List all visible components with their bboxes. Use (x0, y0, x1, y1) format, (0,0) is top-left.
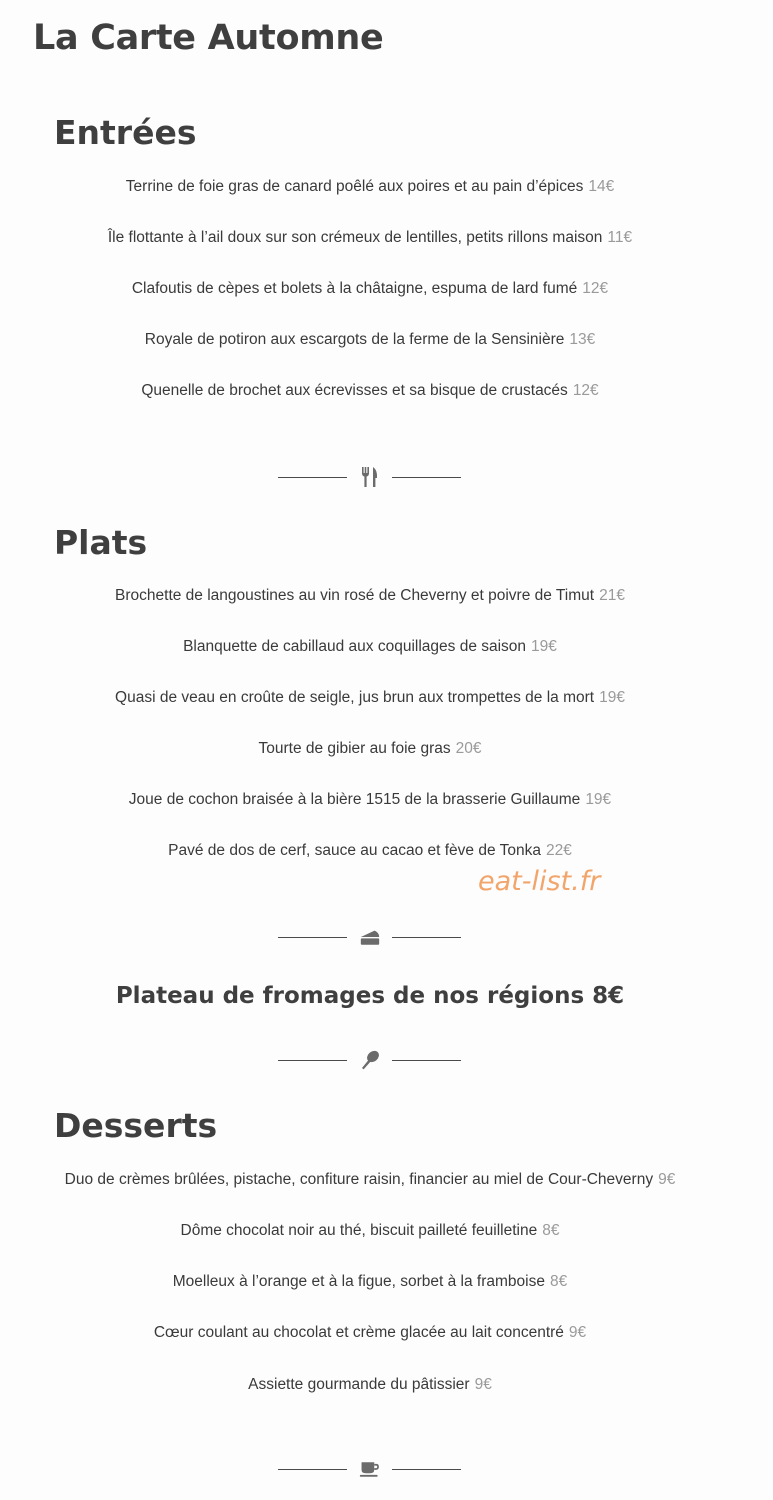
divider-line (392, 1469, 461, 1470)
menu-item (0, 842, 740, 860)
item-name: Pavé de dos de cerf, sauce au cacao et fève de Tonka (168, 842, 541, 859)
item-price: 20€ (455, 740, 482, 757)
menu-item (0, 178, 740, 196)
item-price: 19€ (585, 791, 612, 808)
item-price: 12€ (582, 280, 609, 297)
item-name: Royale de potiron aux escargots de la ferme de la Sensinière (144, 331, 565, 348)
page-title: La Carte Automne (33, 18, 384, 58)
section-divider (278, 1048, 461, 1072)
item-name: Cœur coulant au chocolat et crème glacée au lait concentré (153, 1324, 564, 1341)
menu-item (0, 740, 740, 758)
cheese-platter-title: Plateau de fromages de nos régions 8€ (115, 983, 625, 1009)
item-price: 13€ (569, 331, 596, 348)
item-name: Joue de cochon braisée à la bière 1515 de la brasserie Guillaume (128, 791, 581, 808)
menu-item (0, 1273, 740, 1291)
divider-line (278, 1060, 347, 1061)
item-name: Quasi de veau en croûte de seigle, jus brun aux trompettes de la mort (115, 689, 595, 706)
item-name: Moelleux à l’orange et à la figue, sorbet à la framboise (172, 1273, 545, 1290)
section-title-plats: Plats (54, 523, 148, 562)
item-name: Blanquette de cabillaud aux coquillages de saison (183, 638, 527, 655)
spoon-icon (359, 1049, 381, 1071)
watermark: eat-list.fr (478, 866, 601, 897)
divider-line (278, 1469, 347, 1470)
menu-item (0, 1376, 740, 1394)
item-price: 19€ (599, 689, 625, 706)
item-price: 22€ (545, 842, 572, 859)
menu-item (0, 1324, 740, 1342)
section-title-entrees: Entrées (54, 113, 197, 152)
menu-item (0, 638, 740, 656)
menu-item (0, 382, 740, 400)
divider-line (392, 477, 461, 478)
item-price: 8€ (542, 1222, 560, 1239)
item-price: 19€ (531, 638, 557, 655)
section-title-desserts: Desserts (54, 1106, 218, 1145)
item-name: Tourte de gibier au foie gras (258, 740, 451, 757)
item-price: 12€ (572, 382, 599, 399)
item-name: Clafoutis de cèpes et bolets à la châtaigne, espuma de lard fumé (131, 280, 578, 297)
cake-slice-icon (359, 926, 381, 948)
item-price: 9€ (474, 1376, 492, 1393)
item-name: Quenelle de brochet aux écrevisses et sa bisque de crustacés (141, 382, 568, 399)
item-name: Brochette de langoustines au vin rosé de Cheverny et poivre de Timut (115, 587, 595, 604)
divider-line (392, 937, 461, 938)
item-price: 14€ (588, 178, 615, 195)
item-name: Duo de crèmes brûlées, pistache, confiture raisin, financier au miel de Cour-Cheverny (64, 1171, 654, 1188)
menu-item (0, 1171, 740, 1189)
item-name: Île flottante à l’ail doux sur son crémeux de lentilles, petits rillons maison (107, 229, 603, 246)
section-divider (278, 1457, 461, 1481)
coffee-cup-icon (359, 1458, 381, 1480)
item-name: Terrine de foie gras de canard poêlé aux poires et au pain d’épices (125, 178, 584, 195)
divider-line (278, 477, 347, 478)
menu-item (0, 331, 740, 349)
item-price: 8€ (549, 1273, 568, 1290)
menu-item (0, 1222, 740, 1240)
menu-item (0, 689, 740, 707)
item-price: 9€ (568, 1324, 587, 1341)
item-price: 9€ (658, 1171, 676, 1188)
divider-line (278, 937, 347, 938)
fork-knife-icon (359, 466, 381, 488)
menu-item (0, 587, 740, 605)
divider-line (392, 1060, 461, 1061)
section-divider (278, 925, 461, 949)
menu-item (0, 791, 740, 809)
menu-item (0, 229, 740, 247)
section-divider (278, 465, 461, 489)
item-name: Dôme chocolat noir au thé, biscuit pailleté feuilletine (180, 1222, 538, 1239)
item-price: 11€ (607, 229, 633, 246)
item-price: 21€ (599, 587, 625, 604)
item-name: Assiette gourmande du pâtissier (248, 1376, 470, 1393)
menu-item (0, 280, 740, 298)
